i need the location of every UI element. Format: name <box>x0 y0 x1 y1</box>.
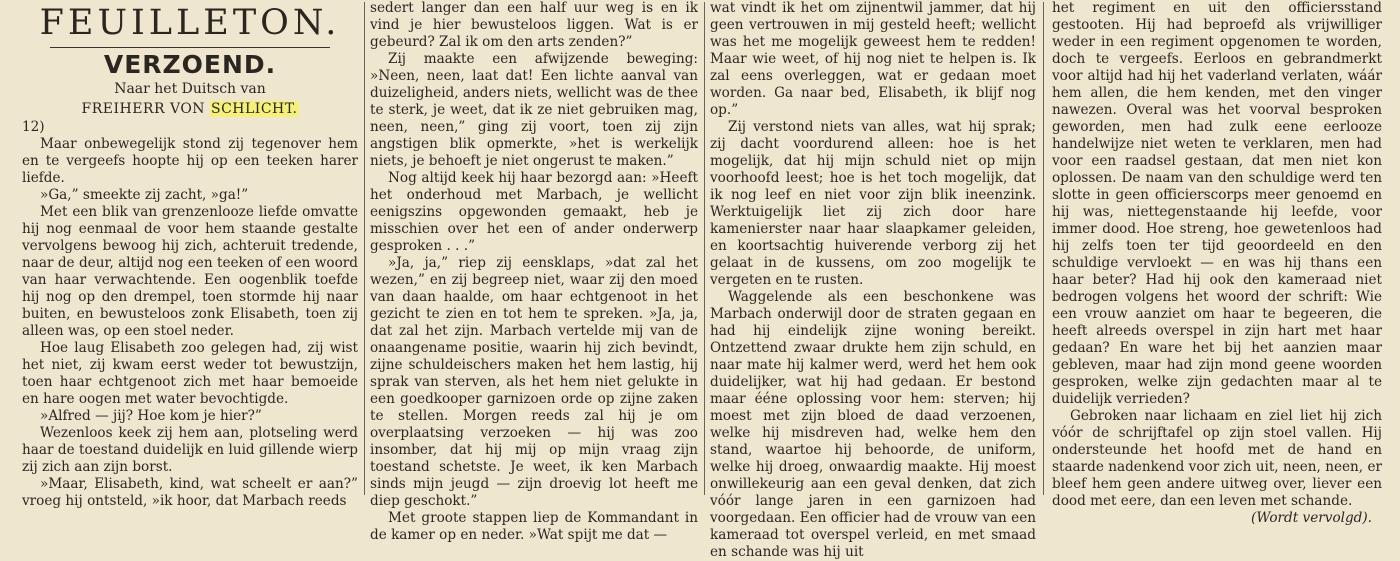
paragraph: »Ja, ja,” riep zij eensklaps, »dat zal het wezen,” en zij begreep niet, waar zij den moed van daan haalde, om haar echtgenoot in het gezicht te zien en tot hem te spreken. »Ja, ja, dat zal het zijn. Marbach vertelde mij van de onaangename positie, waarin hij zich bevindt, zijne schuldeischers maken het hem lastig, hij sprak van sterven, als het hem niet gelukte in een goedkooper garnizoen orde op zijne zaken te stellen. Morgen reeds zal hij je om overplaatsing verzoeken — hij was zoo insomber, dat hij mij op mijn vraag zijn toestand schetste. Je weet, ik ken Marbach sinds mijn jeugd — zijn droevig lot heeft me diep geschokt.” <box>370 255 698 509</box>
story-title: VERZOEND. <box>103 50 277 79</box>
paragraph: Zij maakte een afwijzende beweging: »Neen, neen, laat dat! Een lichte aanval van duizeligheid, anders niets, wellicht was de thee te sterk, je weet, dat ik ze niet gebruiken mag, neen, neen,” ging zij voort, toen zij zijn angstigen blik opmerkte, »het is werkelijk niets, je behoeft je niet ongerust te maken.” <box>370 51 698 169</box>
paragraph: wat vindt ik het om zijnentwil jammer, dat hij geen vertrouwen in mij gesteld heeft; wellicht was het me mogelijk geweest hem te redden! Maar wie weet, of hij nog niet te helpen is. Ik zal eens overleggen, wat er gedaan moet worden. Ga naar bed, Elisabeth, ik blijf nog op.” <box>710 0 1036 118</box>
column-4-text <box>1052 0 1382 510</box>
paragraph: Waggelende als een beschonkene was Marbach onderwijl door de straten gegaan en had hij eindelijk zijne woning bereikt. Ontzettend zwaar drukte hem zijn schuld, en naar mate hij kalmer werd, werd het hem ook duidelijker, wat hij had gedaan. Er bestond maar ééne oplossing voor hem: sterven; hij moest met zijn bloed de daad verzoenen, welke hij misdreven had, welke hem den stand, waartoe hij behoorde, de uniform, welke hij droeg, onwaardig maakte. Hij moest onwillekeurig aan een geval denken, dat zich vóór lange jaren in een garnizoen had voorgedaan. Een officier had de vrouw van een kameraad tot overspel verleid, en met smaad en schande was hij uit <box>710 289 1036 560</box>
author-highlight: SCHLICHT. <box>211 101 298 117</box>
paragraph: Zij verstond niets van alles, wat hij sprak; zij dacht voordurend alleen: hoe is het mogelijk, dat hij mijn schuld niet op mijn voorhoofd leest; hoe is het toch mogelijk, dat ik nog leef en niet voor zijn blik ineenzink. Werktuigelijk liet zij zich door hare kamenierster naar haar slaapkamer geleiden, en koortsachtig huiverende verborg zij het gelaat in de kussens, om zoo mogelijk te vergeten en te rusten. <box>710 119 1036 288</box>
paragraph: Wezenloos keek zij hem aan, plotseling werd haar de toestand duidelijk en luid gillende wierp zij zich aan zijn borst. <box>22 425 358 475</box>
paragraph: Nog altijd keek hij haar bezorgd aan: »Heeft het onderhoud met Marbach, je wellicht eenigszins opgewonden gemaakt, heb je misschien over het een of ander onderwerp gesproken . . .” <box>370 170 698 254</box>
column-4 <box>1052 0 1382 526</box>
story-author <box>22 99 358 119</box>
column-rule-1 <box>364 2 365 495</box>
paragraph: »Maar, Elisabeth, kind, wat scheelt er aan?” vroeg hij ontsteld, »ik hoor, dat Marbach reeds <box>22 476 358 509</box>
paragraph: Met een blik van grenzenlooze liefde omvatte hij nog eenmaal de voor hem staande gestalte vervolgens bewoog hij zich, achteruit tredende, naar de deur, altijd nog een teeken of een woord van haar verwachtende. Een oogenblik toefde hij nog op den drempel, toen stormde hij naar buiten, en bewusteloos zonk Elisabeth, toen zij alleen was, op een stoel neder. <box>22 204 358 339</box>
column-2-text <box>370 0 698 544</box>
masthead-rule <box>50 47 330 48</box>
column-3 <box>710 0 1036 560</box>
paragraph: »Ga,” smeekte zij zacht, »ga!” <box>40 187 249 203</box>
column-1 <box>22 0 358 509</box>
paragraph: Hoe laug Elisabeth zoo gelegen had, zij wist het niet, zij kwam eerst weder tot bewustzijn, toen haar echtgenoot zich met haar bemoeide en hare oogen met water bevochtigde. <box>22 340 358 407</box>
section-masthead: FEUILLETON. <box>39 3 341 43</box>
column-rule-3 <box>1043 2 1044 495</box>
paragraph: Maar onbewegelijk stond zij tegenover hem en te vergeefs hoopte hij op een teeken harer liefde. <box>22 136 358 186</box>
installment-number: 12) <box>22 119 45 135</box>
paragraph: het regiment en uit den officiersstand gestooten. Hij had beproefd als vrijwilliger weder in een regiment opgenomen te worden, doch te vergeefs. Eerloos en gebrandmerkt voor altijd had hij het vaderland verlaten, wáár hem allen, die hem kenden, met den vinger nawezen. Overal was het voorval besproken geworden, men had zulk eene eerlooze handelwijze niet weten te verklaren, men had voor een raadsel gestaan, dat men niet kon oplossen. De naam van den schuldige werd ten slotte in geen officierscorps meer genoemd en hij was, niettegenstaande hij leefde, voor immer dood. Hoe streng, hoe gewetenloos had hij zelfs toen ter tijd geoordeeld en den schuldige vervloekt — en was hij thans een haar beter? Had hij ook den kameraad niet bedrogen volgens het woord der schrift: Wie een vrouw aanziet om haar te begeeren, die heeft alreeds overspel in zijn hart met haar gedaan? En ware het bij het aanzien maar gebleven, maar had zijn mond geene woorden gesproken, welke zijn gedachten maar al te duidelijk verrieden? <box>1052 0 1382 407</box>
column-1-text <box>22 136 358 510</box>
continued-notice: (Wordt vervolgd). <box>1251 510 1372 526</box>
column-3-text <box>710 0 1036 561</box>
paragraph: Gebroken naar lichaam en ziel liet hij zich vóór de schrijftafel op zijn stoel vallen. Hij ondersteunde het hoofd met de hand en staarde nadenkend voor zich uit, neen, neen, er bleef hem geen andere uitweg over, liever een dood met eere, dan een leven met schande. <box>1052 408 1382 509</box>
paragraph: Met groote stappen liep de Kommandant in de kamer op en neder. »Wat spijt me dat — <box>370 510 698 543</box>
paragraph: sedert langer dan een half uur weg is en ik vind je hier bewusteloos liggen. Wat is er gebeurd? Zal ik om den arts zenden?” <box>370 0 698 50</box>
column-rule-2 <box>704 2 705 495</box>
story-subtitle: Naar het Duitsch van <box>114 81 266 97</box>
author-prefix: FREIHERR VON <box>81 101 206 117</box>
column-2 <box>370 0 698 543</box>
paragraph: »Alfred — jij? Hoe kom je hier?” <box>40 408 262 424</box>
